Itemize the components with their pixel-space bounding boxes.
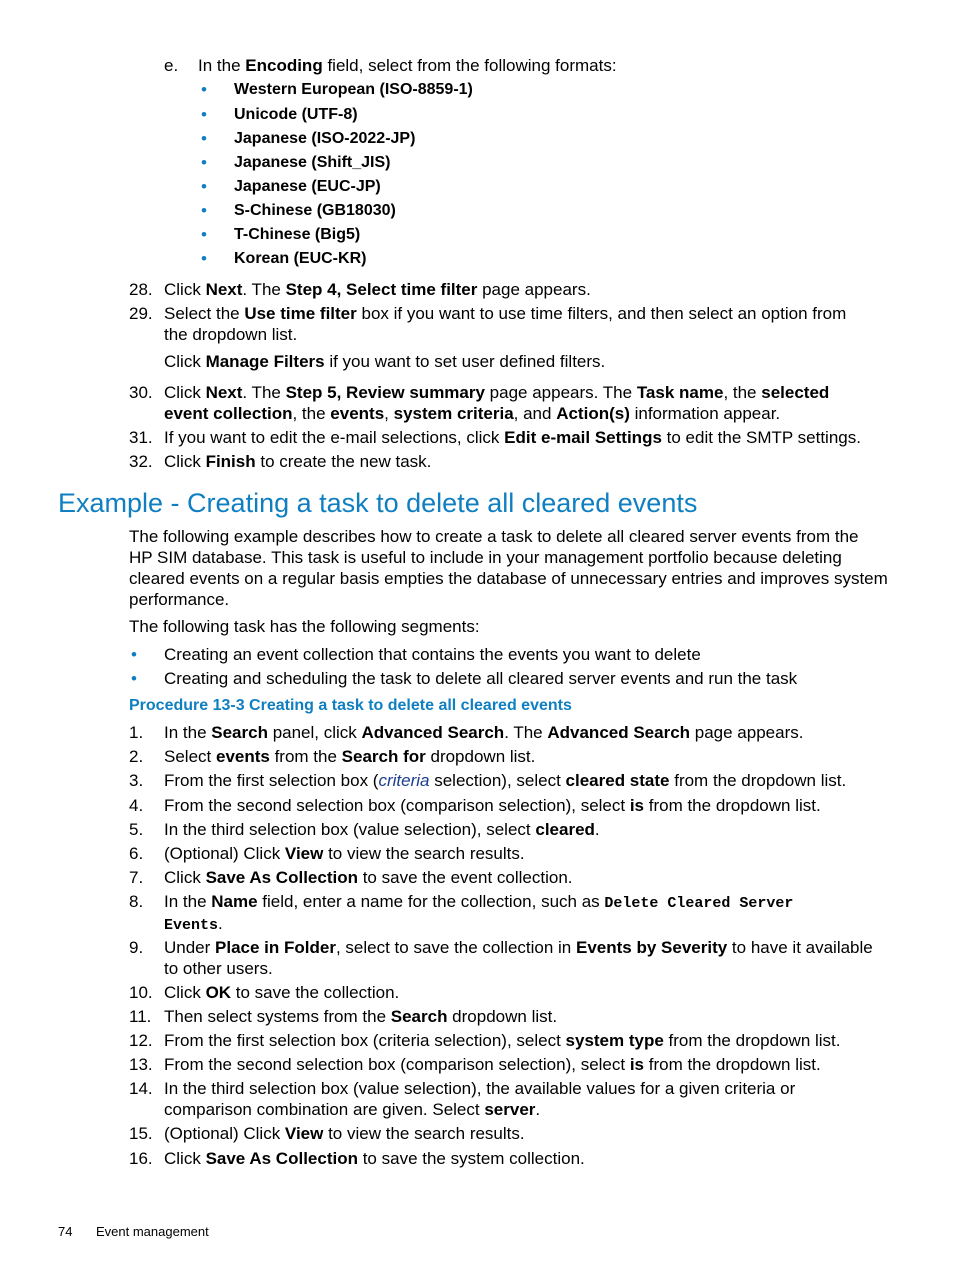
step-text: Click Finish to create the new task. bbox=[164, 452, 432, 471]
list-item: Korean (EUC-KR) bbox=[234, 250, 367, 267]
step-text-continued: event collection, the events, system criteria, and Action(s) information appear. bbox=[164, 404, 781, 423]
step-text: From the first selection box (criteria selection), select system type from the dropdown list. bbox=[164, 1031, 841, 1050]
list-item: T-Chinese (Big5) bbox=[234, 226, 361, 243]
step-number: 5. bbox=[129, 820, 144, 839]
step-text: (Optional) Click View to view the search results. bbox=[164, 1124, 525, 1143]
step-marker: e. bbox=[164, 56, 179, 75]
bullet-icon: • bbox=[201, 177, 207, 196]
bullet-icon: • bbox=[131, 645, 137, 664]
bullet-icon: • bbox=[131, 669, 137, 688]
paragraph: The following task has the following segments: bbox=[129, 617, 480, 636]
step-number: 31. bbox=[129, 428, 153, 447]
step-number: 14. bbox=[129, 1079, 153, 1098]
step-number: 8. bbox=[129, 892, 144, 911]
step-text: From the second selection box (comparison selection), select is from the dropdown list. bbox=[164, 1055, 821, 1074]
step-text: In the Name field, enter a name for the collection, such as Delete Cleared Server bbox=[164, 892, 794, 912]
step-text-continued: the dropdown list. bbox=[164, 325, 298, 344]
step-text: Click Save As Collection to save the system collection. bbox=[164, 1149, 585, 1168]
step-number: 2. bbox=[129, 747, 144, 766]
step-number: 7. bbox=[129, 868, 144, 887]
step-number: 12. bbox=[129, 1031, 153, 1050]
step-text: Click Next. The Step 5, Review summary page appears. The Task name, the selected bbox=[164, 383, 830, 402]
page-number: 74 bbox=[58, 1224, 73, 1239]
list-item: Western European (ISO-8859-1) bbox=[234, 81, 473, 98]
paragraph-line: HP SIM database. This task is useful to include in your management portfolio because deleting bbox=[129, 548, 842, 567]
step-text: From the first selection box (criteria selection), select cleared state from the dropdown list. bbox=[164, 771, 847, 790]
step-text: Then select systems from the Search dropdown list. bbox=[164, 1007, 558, 1026]
step-text: In the Search panel, click Advanced Search. The Advanced Search page appears. bbox=[164, 723, 804, 742]
step-number: 3. bbox=[129, 771, 144, 790]
list-item: Japanese (ISO-2022-JP) bbox=[234, 130, 416, 147]
step-number: 15. bbox=[129, 1124, 153, 1143]
step-text: Select the Use time filter box if you want to use time filters, and then select an option from bbox=[164, 304, 847, 323]
step-number: 1. bbox=[129, 723, 144, 742]
step-number: 29. bbox=[129, 304, 153, 323]
segment-item: Creating an event collection that contains the events you want to delete bbox=[164, 645, 701, 664]
step-number: 13. bbox=[129, 1055, 153, 1074]
step-text: In the third selection box (value selection), the available values for a given criteria or bbox=[164, 1079, 796, 1098]
step-text: Click Next. The Step 4, Select time filter page appears. bbox=[164, 280, 591, 299]
step-number: 4. bbox=[129, 796, 144, 815]
step-text-continued: to other users. bbox=[164, 959, 273, 978]
step-text: If you want to edit the e-mail selections, click Edit e-mail Settings to edit the SMTP settings. bbox=[164, 428, 861, 447]
bullet-icon: • bbox=[201, 225, 207, 244]
paragraph-line: performance. bbox=[129, 590, 230, 609]
section-heading: Example - Creating a task to delete all cleared events bbox=[58, 488, 698, 518]
step-number: 11. bbox=[129, 1007, 152, 1026]
segment-item: Creating and scheduling the task to delete all cleared server events and run the task bbox=[164, 669, 798, 688]
step-subparagraph: Click Manage Filters if you want to set user defined filters. bbox=[164, 352, 606, 371]
list-item: Japanese (Shift_JIS) bbox=[234, 154, 391, 171]
step-text: In the Encoding field, select from the following formats: bbox=[198, 56, 617, 75]
paragraph-line: The following example describes how to create a task to delete all cleared server events from the bbox=[129, 527, 859, 546]
paragraph-line: cleared events on a regular basis empties the database of unnecessary entries and improves system bbox=[129, 569, 888, 588]
step-text: Select events from the Search for dropdown list. bbox=[164, 747, 536, 766]
step-text: (Optional) Click View to view the search results. bbox=[164, 844, 525, 863]
step-number: 6. bbox=[129, 844, 144, 863]
procedure-title: Procedure 13-3 Creating a task to delete all cleared events bbox=[129, 697, 572, 714]
step-number: 28. bbox=[129, 280, 153, 299]
step-number: 32. bbox=[129, 452, 153, 471]
step-text: Under Place in Folder, select to save the collection in Events by Severity to have it available bbox=[164, 938, 873, 957]
bullet-icon: • bbox=[201, 129, 207, 148]
step-number: 16. bbox=[129, 1149, 153, 1168]
step-text: From the second selection box (comparison selection), select is from the dropdown list. bbox=[164, 796, 821, 815]
step-number: 9. bbox=[129, 938, 144, 957]
step-number: 10. bbox=[129, 983, 153, 1002]
code-text: Delete Cleared Server bbox=[604, 895, 794, 912]
step-text: Click OK to save the collection. bbox=[164, 983, 400, 1002]
bullet-icon: • bbox=[201, 201, 207, 220]
list-item: S-Chinese (GB18030) bbox=[234, 202, 396, 219]
step-text: Click Save As Collection to save the event collection. bbox=[164, 868, 573, 887]
code-text: Events bbox=[164, 917, 219, 934]
list-item: Japanese (EUC-JP) bbox=[234, 178, 381, 195]
bullet-icon: • bbox=[201, 105, 207, 124]
list-item: Unicode (UTF-8) bbox=[234, 106, 358, 123]
bullet-icon: • bbox=[201, 249, 207, 268]
step-text: In the third selection box (value selection), select cleared. bbox=[164, 820, 600, 839]
bullet-icon: • bbox=[201, 80, 207, 99]
criteria-link[interactable]: criteria bbox=[378, 771, 430, 790]
bullet-icon: • bbox=[201, 153, 207, 172]
step-text-continued: Events. bbox=[164, 914, 223, 934]
step-number: 30. bbox=[129, 383, 153, 402]
step-text-continued: comparison combination are given. Select server. bbox=[164, 1100, 541, 1119]
footer-section-name: Event management bbox=[96, 1224, 209, 1239]
